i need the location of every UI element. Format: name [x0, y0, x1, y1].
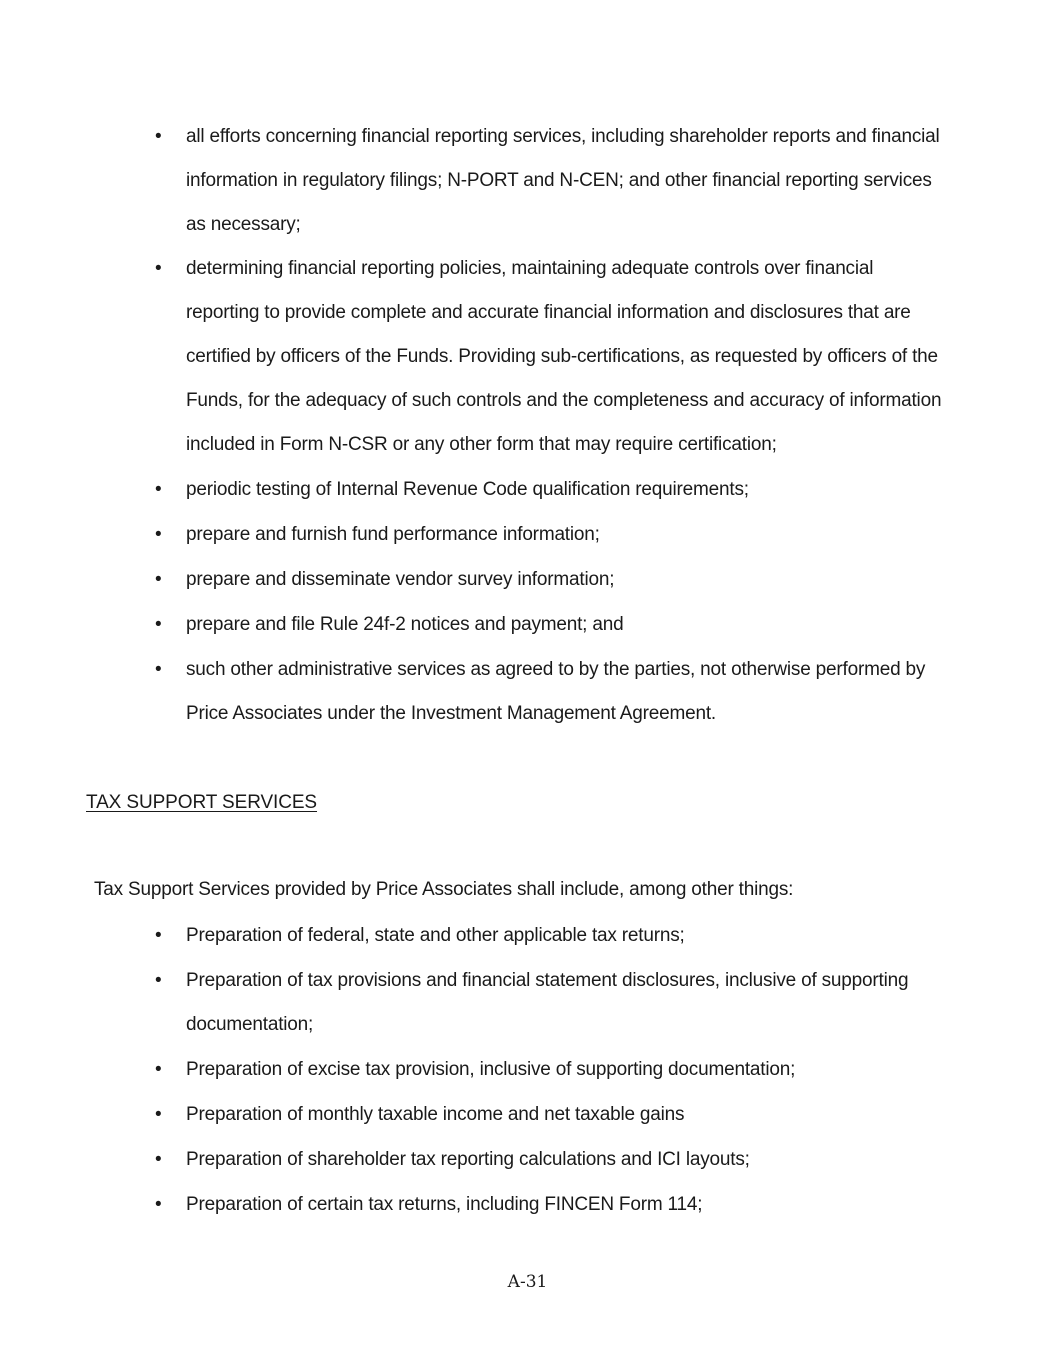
bullet-icon: •: [155, 479, 162, 500]
list-item: [0, 1093, 1055, 1137]
list-item-text: periodic testing of Internal Revenue Code qualification requirements;: [186, 479, 749, 500]
tax-support-list: [0, 914, 1055, 1227]
admin-services-list: [0, 115, 1055, 736]
list-item: [0, 115, 1055, 247]
list-item: [0, 603, 1055, 647]
bullet-icon: •: [155, 1149, 162, 1170]
list-item: [0, 959, 1055, 1047]
list-item: [0, 558, 1055, 602]
list-item-text: determining financial reporting policies, maintaining adequate controls over financial reporting to provide complete and accurate financial information and disclosures that are certified by officers of the Funds. Providing sub-certifications, as requested by officers of the Funds, for the adequacy of such controls and the completeness and accuracy of information included in Form N-CSR or any other form that may require certification;: [186, 258, 942, 455]
page-number: A-31: [507, 1272, 548, 1292]
list-item: [0, 648, 1055, 736]
list-item: [0, 247, 1055, 467]
list-item-text: Preparation of shareholder tax reporting calculations and ICI layouts;: [186, 1149, 750, 1170]
list-item-text: Preparation of monthly taxable income and net taxable gains: [186, 1104, 685, 1125]
list-item-text: Preparation of federal, state and other applicable tax returns;: [186, 925, 685, 946]
list-item-text: such other administrative services as agreed to by the parties, not otherwise performed by Price Associates under the Investment Management Agreement.: [186, 659, 926, 724]
bullet-icon: •: [155, 258, 162, 279]
list-item: [0, 1138, 1055, 1182]
bullet-icon: •: [155, 970, 162, 991]
list-item: [0, 914, 1055, 958]
list-item-text: prepare and furnish fund performance information;: [186, 524, 600, 545]
list-item-text: Preparation of excise tax provision, inclusive of supporting documentation;: [186, 1059, 796, 1080]
list-item-text: prepare and disseminate vendor survey information;: [186, 569, 615, 590]
bullet-icon: •: [155, 569, 162, 590]
bullet-icon: •: [155, 524, 162, 545]
section-heading: TAX SUPPORT SERVICES: [86, 792, 318, 813]
list-item-text: Preparation of tax provisions and financial statement disclosures, inclusive of supporting documentation;: [186, 970, 909, 1035]
section-intro: Tax Support Services provided by Price Associates shall include, among other things:: [94, 879, 794, 900]
list-item-text: all efforts concerning financial reporting services, including shareholder reports and financial information in regulatory filings; N-PORT and N-CEN; and other financial reporting services as necessary;: [186, 126, 940, 235]
bullet-icon: •: [155, 614, 162, 635]
bullet-icon: •: [155, 1059, 162, 1080]
list-item: [0, 513, 1055, 557]
bullet-icon: •: [155, 659, 162, 680]
bullet-icon: •: [155, 126, 162, 147]
bullet-icon: •: [155, 1104, 162, 1125]
list-item-text: Preparation of certain tax returns, including FINCEN Form 114;: [186, 1194, 703, 1215]
list-item: [0, 468, 1055, 512]
bullet-icon: •: [155, 925, 162, 946]
list-item: [0, 1048, 1055, 1092]
bullet-icon: •: [155, 1194, 162, 1215]
list-item-text: prepare and file Rule 24f-2 notices and payment; and: [186, 614, 624, 635]
list-item: [0, 1183, 1055, 1227]
